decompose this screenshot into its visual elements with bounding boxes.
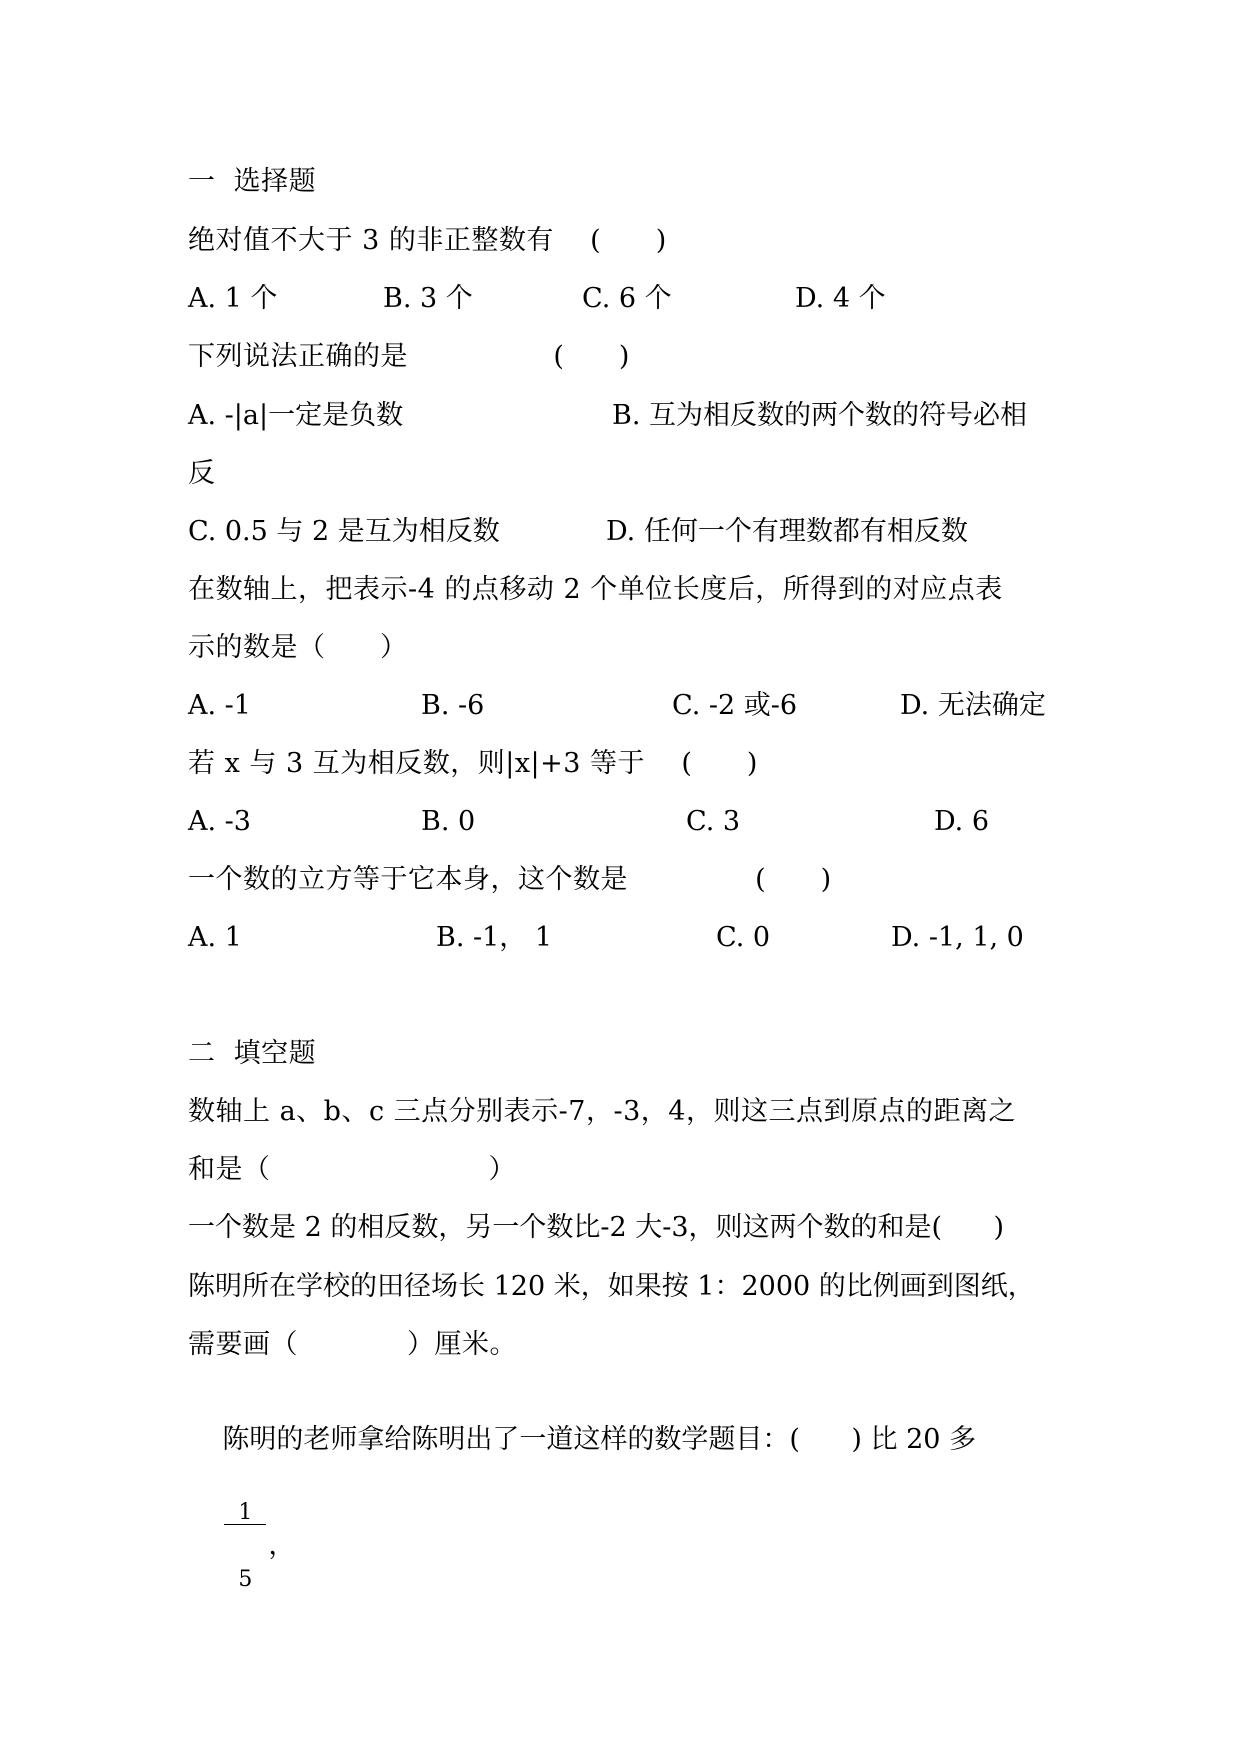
fill-question-4 (188, 1386, 976, 1671)
q4-option-b: B. 0 (421, 806, 476, 837)
q3-option-b: B. -6 (421, 690, 485, 721)
q4-option-c: C. 3 (686, 806, 741, 837)
q2-option-b: B. 互为相反数的两个数的符号必相 (612, 400, 1028, 431)
q4-option-d: D. 6 (934, 806, 990, 837)
q1-option-d: D. 4 个 (795, 283, 886, 314)
q2-option-a: A. -|a|一定是负数 (188, 400, 404, 431)
q5-option-d: D. -1, 1, 0 (891, 922, 1024, 953)
q4-option-a: A. -3 (188, 806, 251, 837)
question-4: 若 x 与 3 互为相反数，则|x|+3 等于 ( ) (188, 748, 758, 779)
fill-question-1-line1: 数轴上 a、b、c 三点分别表示-7，-3，4，则这三点到原点的距离之 (188, 1096, 1016, 1127)
q3-option-c: C. -2 或-6 (672, 690, 798, 721)
section2-heading: 二 填空题 (188, 1038, 317, 1069)
q1-option-c: C. 6 个 (582, 283, 672, 314)
q3-option-d: D. 无法确定 (900, 690, 1046, 721)
question-5: 一个数的立方等于它本身，这个数是 ( ) (188, 864, 832, 895)
q5-option-c: C. 0 (716, 922, 771, 953)
q2-option-b-cont: 反 (188, 458, 215, 489)
q2-option-c: C. 0.5 与 2 是互为相反数 (188, 516, 500, 547)
question-3-line1: 在数轴上，把表示-4 的点移动 2 个单位长度后，所得到的对应点表 (188, 574, 1003, 605)
section1-heading: 一 选择题 (188, 166, 317, 197)
fill-question-4-comma: ， (268, 1530, 296, 1561)
question-2: 下列说法正确的是 ( ) (188, 341, 630, 372)
fill-question-3-line1: 陈明所在学校的田径场长 120 米，如果按 1：2000 的比例画到图纸， (188, 1271, 1035, 1302)
q3-option-a: A. -1 (188, 690, 251, 721)
q1-option-b: B. 3 个 (383, 283, 473, 314)
fraction-numerator: 1 (224, 1502, 266, 1525)
fill-question-4-text: 陈明的老师拿给陈明出了一道这样的数学题目：( ) 比 20 多 (222, 1424, 977, 1455)
q5-option-a: A. 1 (188, 922, 242, 953)
fill-question-2: 一个数是 2 的相反数，另一个数比-2 大-3，则这两个数的和是( ) (188, 1212, 1005, 1243)
q2-option-d: D. 任何一个有理数都有相反数 (606, 516, 968, 547)
fill-question-3-line2: 需要画（ ）厘米。 (188, 1329, 517, 1360)
fraction-denominator: 5 (238, 1567, 253, 1592)
fill-question-1-line2: 和是（ ） (188, 1154, 516, 1185)
q1-option-a: A. 1 个 (188, 283, 278, 314)
question-1: 绝对值不大于 3 的非正整数有 ( ) (188, 225, 667, 256)
question-3-line2: 示的数是（ ） (188, 632, 408, 663)
q5-option-b: B. -1， 1 (436, 922, 553, 953)
fraction (224, 1458, 266, 1635)
